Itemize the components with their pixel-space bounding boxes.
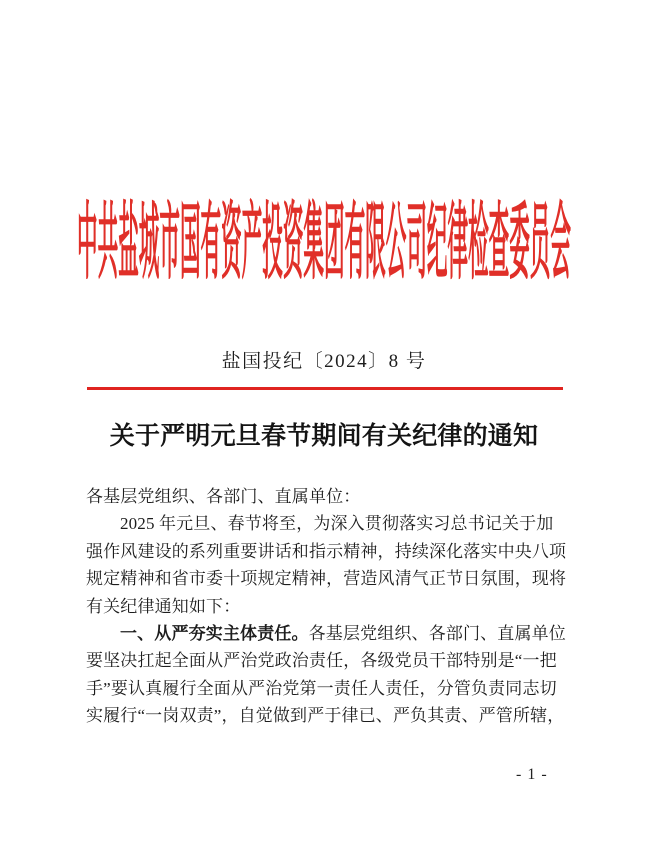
- body-line: [86, 620, 572, 647]
- document-title: 关于严明元旦春节期间有关纪律的通知: [109, 423, 539, 450]
- salutation-line: 各基层党组织、各部门、直属单位：: [86, 487, 361, 506]
- item1-heading: 一、从严夯实主体责任。: [120, 624, 309, 644]
- document-number: 盐国投纪〔2024〕8 号: [221, 351, 427, 372]
- issuer-letterhead: [0, 198, 648, 294]
- body-line: 手”要认真履行全面从严治党第一责任人责任，分管负责同志切: [86, 678, 557, 698]
- body-line: 要坚决扛起全面从严治党政治责任，各级党员干部特别是“一把: [86, 651, 557, 671]
- body-line: 实履行“一岗双责”，自觉做到严于律已、严负其责、严管所辖，: [86, 706, 565, 726]
- body-line: 规定精神和省市委十项规定精神，营造风清气正节日氛围，现将: [86, 569, 567, 589]
- body-line: 有关纪律通知如下：: [86, 596, 241, 616]
- page-number: - 1 -: [516, 766, 548, 783]
- item1-line-text: 各基层党组织、各部门、直属单位: [308, 624, 566, 644]
- issuer-letterhead-text: 中共盐城市国有资产投资集团有限公司纪律检查委员会: [77, 197, 571, 290]
- body-line: 2025 年元旦、春节将至，为深入贯彻落实习总书记关于加: [120, 514, 554, 534]
- body-line: 强作风建设的系列重要讲话和指示精神，持续深化落实中央八项: [86, 541, 567, 561]
- red-divider-line: [87, 387, 563, 390]
- document-body: [86, 483, 572, 730]
